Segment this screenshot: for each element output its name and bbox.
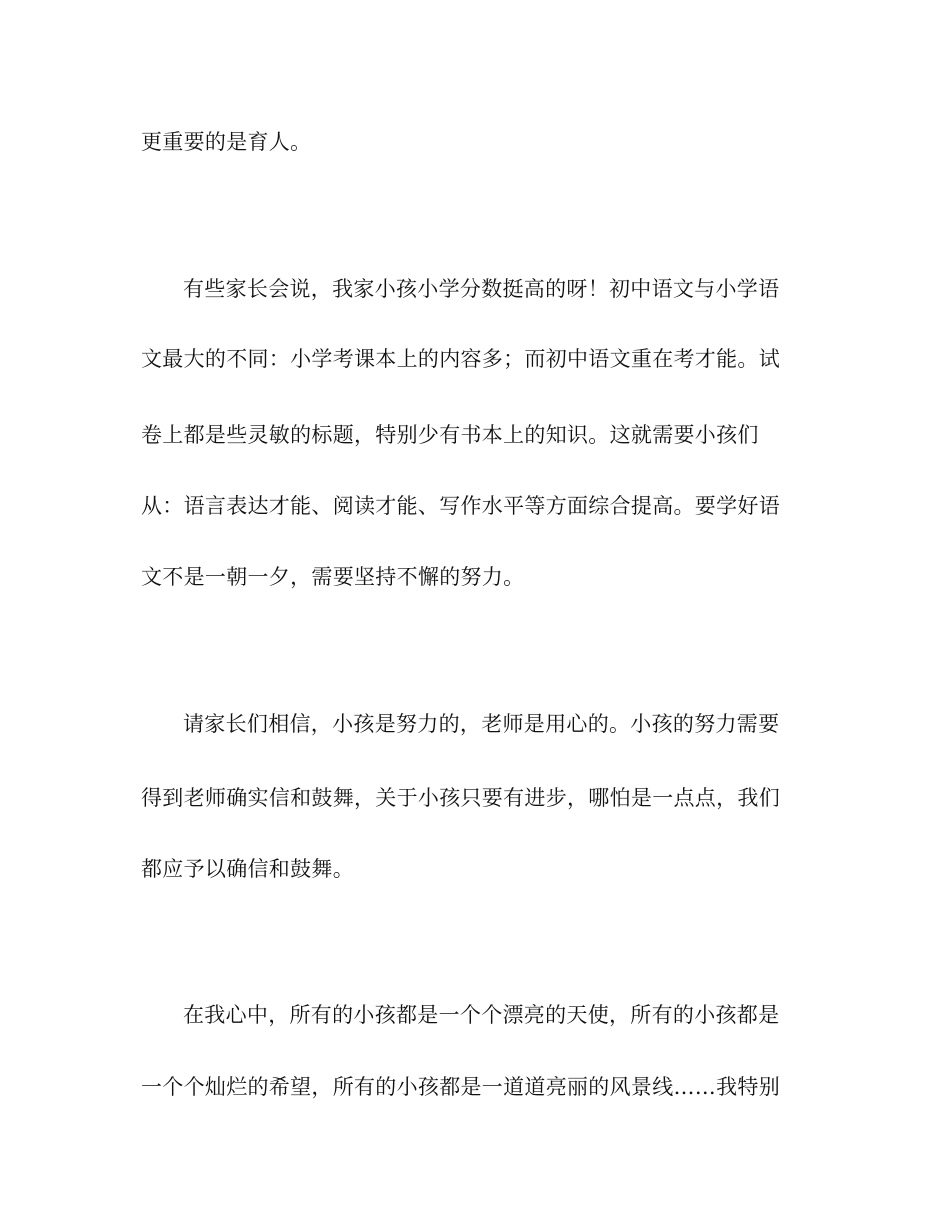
text-line: 一个个灿烂的希望，所有的小孩都是一道道亮丽的风景线……我特别 bbox=[141, 1075, 780, 1099]
text-line: 卷上都是些灵敏的标题，特别少有书本上的知识。这就需要小孩们 bbox=[141, 423, 759, 447]
text-line: 有些家长会说，我家小孩小学分数挺高的呀！初中语文与小学语 bbox=[183, 277, 780, 301]
text-line: 得到老师确实信和鼓舞，关于小孩只要有进步，哪怕是一点点，我们 bbox=[141, 786, 780, 810]
text-line: 文不是一朝一夕，需要坚持不懈的努力。 bbox=[141, 565, 525, 589]
text-line: 文最大的不同：小学考课本上的内容多；而初中语文重在考才能。试 bbox=[141, 347, 780, 371]
text-line: 从：语言表达才能、阅读才能、写作水平等方面综合提高。要学好语 bbox=[141, 494, 780, 518]
text-line: 更重要的是育人。 bbox=[141, 130, 312, 154]
text-line: 都应予以确信和鼓舞。 bbox=[141, 857, 354, 881]
text-line: 请家长们相信，小孩是努力的，老师是用心的。小孩的努力需要 bbox=[183, 712, 780, 736]
text-line: 在我心中，所有的小孩都是一个个漂亮的天使，所有的小孩都是 bbox=[183, 1003, 780, 1027]
